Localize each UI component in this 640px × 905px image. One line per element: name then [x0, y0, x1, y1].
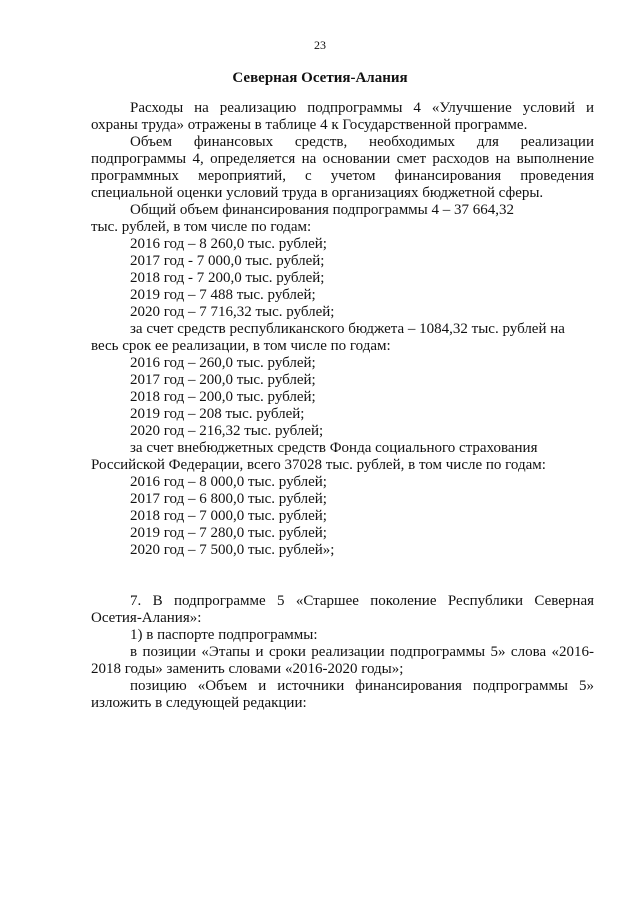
republic-year-2020: 2020 год – 216,32 тыс. рублей;: [130, 423, 324, 439]
republic-year-2017: 2017 год – 200,0 тыс. рублей;: [130, 372, 316, 388]
total-year-2019: 2019 год – 7 488 тыс. рублей;: [130, 287, 316, 303]
republic-year-2016: 2016 год – 260,0 тыс. рублей;: [130, 355, 316, 371]
social-fund-line-2: Российской Федерации, всего 37028 тыс. рублей, в том числе по годам:: [91, 457, 546, 473]
republic-budget-line-1: за счет средств республиканского бюджета – 1084,32 тыс. рублей на: [130, 321, 565, 337]
social-fund-line-1: за счет внебюджетных средств Фонда социального страхования: [130, 440, 538, 456]
paragraph-2-line-3: программных мероприятий, с учетом финансирования проведения: [91, 168, 594, 184]
item-7-line-7: изложить в следующей редакции:: [91, 695, 307, 711]
paragraph-spacer: [91, 559, 594, 593]
social-fund-year-2020: 2020 год – 7 500,0 тыс. рублей»;: [130, 542, 335, 558]
social-fund-year-2016: 2016 год – 8 000,0 тыс. рублей;: [130, 474, 327, 490]
item-7-line-5: 2018 годы» заменить словами «2016-2020 годы»;: [91, 661, 404, 677]
item-7-line-6: позицию «Объем и источники финансирования подпрограммы 5»: [130, 678, 594, 694]
document-body: [91, 100, 594, 712]
paragraph-1-line-2: охраны труда» отражены в таблице 4 к Государственной программе.: [91, 117, 528, 133]
item-7-line-3: 1) в паспорте подпрограммы:: [130, 627, 318, 643]
page-number: 23: [314, 38, 326, 52]
paragraph-2-line-1: Объем финансовых средств, необходимых для реализации: [130, 134, 594, 150]
social-fund-year-2019: 2019 год – 7 280,0 тыс. рублей;: [130, 525, 327, 541]
total-line-1: Общий объем финансирования подпрограммы 4 – 37 664,32: [130, 202, 515, 218]
item-7-line-2: Осетия-Алания»:: [91, 610, 202, 626]
paragraph-2-line-4: специальной оценки условий труда в организациях бюджетной сферы.: [91, 185, 544, 201]
total-year-2018: 2018 год - 7 200,0 тыс. рублей;: [130, 270, 325, 286]
item-7-line-4: в позиции «Этапы и сроки реализации подпрограммы 5» слова «2016-: [130, 644, 594, 660]
item-7-line-1: 7. В подпрограмме 5 «Старшее поколение Республики Северная: [130, 593, 594, 609]
total-line-2: тыс. рублей, в том числе по годам:: [91, 219, 312, 235]
total-year-2020: 2020 год – 7 716,32 тыс. рублей;: [130, 304, 335, 320]
republic-budget-line-2: весь срок ее реализации, в том числе по годам:: [91, 338, 391, 354]
paragraph-2-line-2: подпрограммы 4, определяется на основании смет расходов на выполнение: [91, 151, 594, 167]
page-title: Северная Осетия-Алания: [232, 70, 408, 86]
republic-year-2019: 2019 год – 208 тыс. рублей;: [130, 406, 305, 422]
republic-year-2018: 2018 год – 200,0 тыс. рублей;: [130, 389, 316, 405]
total-year-2016: 2016 год – 8 260,0 тыс. рублей;: [130, 236, 327, 252]
paragraph-1-line-1: Расходы на реализацию подпрограммы 4 «Улучшение условий и: [130, 100, 594, 116]
social-fund-year-2018: 2018 год – 7 000,0 тыс. рублей;: [130, 508, 327, 524]
social-fund-year-2017: 2017 год – 6 800,0 тыс. рублей;: [130, 491, 327, 507]
total-year-2017: 2017 год - 7 000,0 тыс. рублей;: [130, 253, 325, 269]
